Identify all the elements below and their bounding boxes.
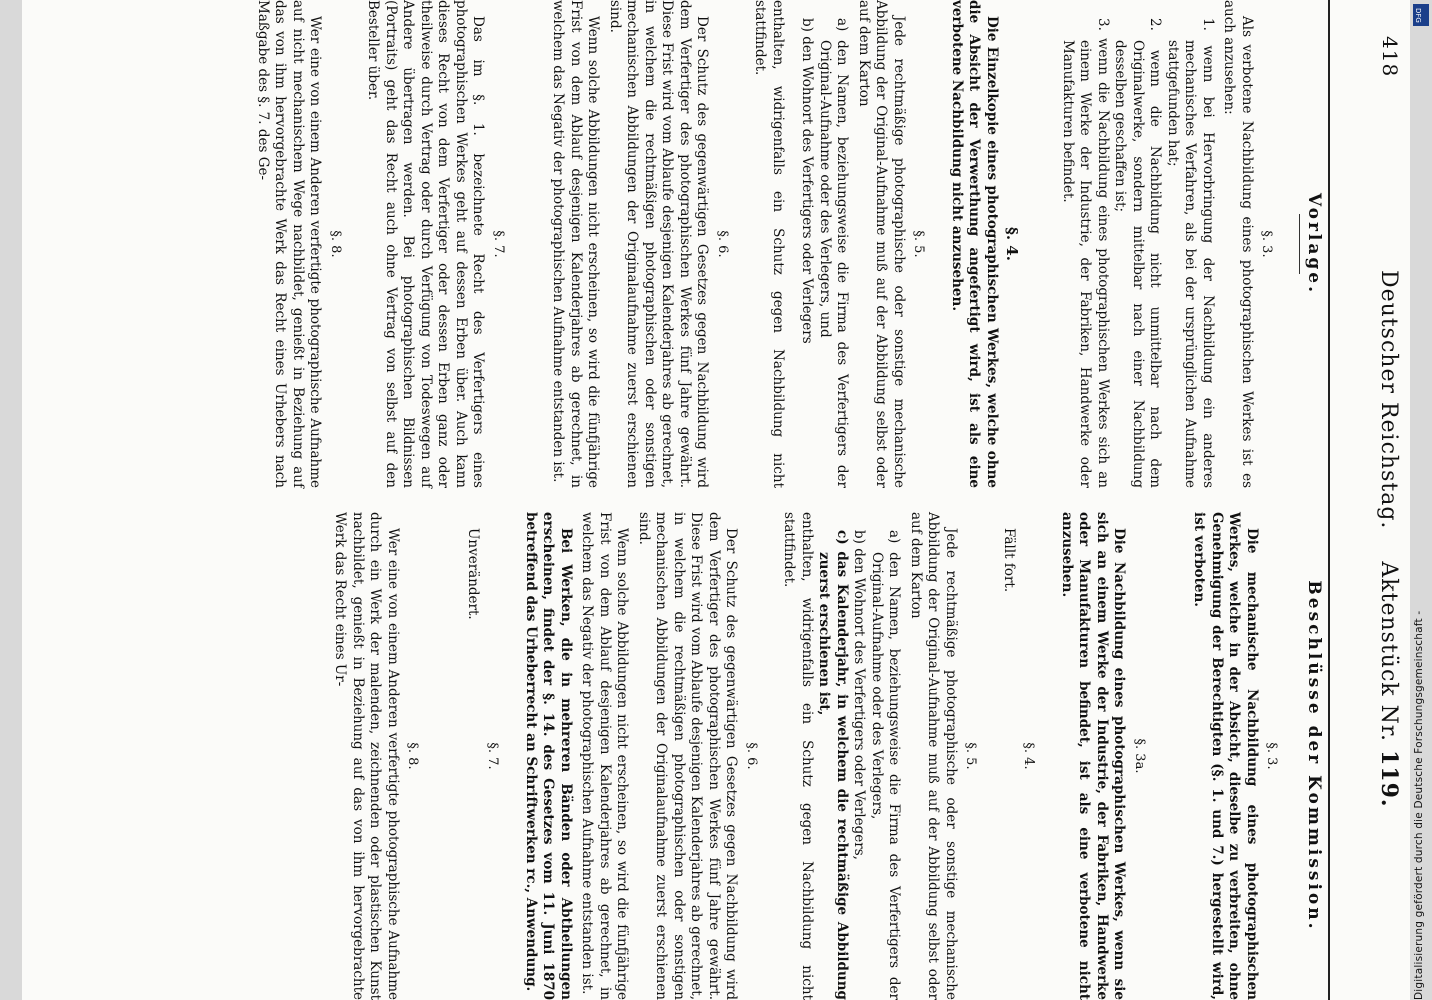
paragraph: Die mechanische Nachbildung eines photographischen Werkes, welche in der Absicht, dieselbe zu verbreiten, ohne Genehmigung der Berechtigten (§. 1. und 7.) hergestellt wird, ist verboten. xyxy=(1191,512,1260,1000)
paragraph: Jede rechtmäßige photographische oder sonstige mechanische Abbildung der Original-Aufnahme muß auf der Abbildung selbst oder auf dem Karton xyxy=(856,0,907,488)
section-head: §. 7. xyxy=(491,230,506,258)
paragraph: Unverändert. xyxy=(465,528,481,620)
section-head: §. 3. xyxy=(1264,742,1280,770)
list-item: a) den Namen, beziehungsweise die Firma des Verfertigers der Original-Aufnahme oder des Verlegers, xyxy=(869,530,903,1000)
list-item: 3. wenn die Nachbildung eines photographischen Werkes sich an einem Werke der Industrie, der Fabriken, Handwerke oder Manufakturen befindet. xyxy=(1060,18,1111,488)
page-content xyxy=(22,0,1410,1000)
left-column xyxy=(250,0,1329,488)
section-head: §. 5. xyxy=(911,230,927,258)
left-heading: Vorlage. xyxy=(1300,0,1323,488)
list-item: c) das Kalenderjahr, in welchem die rechtmäßige Abbildung zuerst erschienen ist, xyxy=(816,530,850,1000)
paragraph: Jede rechtmäßige photographische oder sonstige mechanische Abbildung der Original-Aufnahme muß auf der Abbildung selbst oder auf dem Karton xyxy=(908,512,959,1000)
section-head: §. 8. xyxy=(405,742,421,770)
section-head: §. 4. xyxy=(1003,227,1022,261)
paragraph: enthalten, widrigenfalls ein Schutz gegen Nachbildung nicht stattfindet. xyxy=(781,512,815,1000)
list-item: 1. wenn bei Hervorbringung der Nachbildung ein anderes mechanisches Verfahren, als bei der ursprünglichen Aufnahme stattgefunden hat; xyxy=(1165,18,1216,488)
document-label: Aktenstück Nr. xyxy=(1376,561,1401,742)
paragraph: Wenn solche Abbildungen nicht erscheinen, so wird die fünfjährige Frist von dem Ablauf desjenigen Kalenderjahres ab gerechnet, in welchem das Negativ der photographischen Aufnahme entstanden ist. xyxy=(550,0,602,488)
title-text: Deutscher Reichstag. xyxy=(1376,270,1401,530)
paragraph: enthalten, widrigenfalls ein Schutz gegen Nachbildung nicht stattfindet. xyxy=(752,0,786,488)
section-head: §. 5. xyxy=(963,742,979,770)
list-item: b) den Wohnort des Verfertigers oder Verlegers, xyxy=(851,530,868,860)
list-item: b) den Wohnort des Verfertigers oder Verlegers xyxy=(799,18,816,344)
document-number: 119. xyxy=(1376,749,1402,808)
section-head: §. 6. xyxy=(744,742,759,770)
section-head: §. 4. xyxy=(1021,742,1037,770)
right-column xyxy=(327,512,1328,1000)
page-title xyxy=(1376,270,1402,808)
section-head: §. 8. xyxy=(328,230,343,258)
list-item: 2. wenn die Nachbildung nicht unmittelbar nach dem Originalwerke, sondern mittelbar nach einer Nachbildung desselben geschaffen ist; xyxy=(1112,18,1164,488)
paragraph: Wer eine von einem Anderen verfertigte photographische Aufnahme durch ein Werk der malenden, zeichnenden oder plastischen Kunst nachbildet, genießt in Beziehung auf das von ihm hervorgebrachte Werk das Recht eines Ur- xyxy=(332,512,401,1000)
section-head: §. 7. xyxy=(485,742,501,770)
page-number: 418 xyxy=(1378,36,1402,78)
section-head: §. 3a. xyxy=(1132,738,1147,774)
page-header xyxy=(1328,0,1410,1000)
paragraph: Der Schutz des gegenwärtigen Gesetzes gegen Nachbildung wird dem Verfertiger des photographischen Werkes fünf Jahre gewährt. Diese Frist wird vom Ablaufe desjenigen Kalenderjahres ab gerechnet, in welchem die rechtmäßigen photographischen oder sonstigen mechanischen Abbildungen der Originalaufnahme zuerst erschienen sind. xyxy=(636,512,740,1000)
paragraph: Wenn solche Abbildungen nicht erscheinen, so wird die fünfjährige Frist von dem Ablauf desjenigen Kalenderjahres ab gerechnet, in welchem das Negativ der photographischen Aufnahme entstanden ist. xyxy=(579,512,631,1000)
section-head: §. 3. xyxy=(1259,230,1275,258)
paragraph: Das im §. 1. bezeichnete Recht des Verfertigers eines photographischen Werkes geht auf dessen Erben über. Auch kann dieses Recht von dem Verfertiger oder dessen Erben ganz oder theilweise durch Vertrag oder durch Verfügung von Todeswegen auf Andere übertragen werden. Bei photographischen Bildnissen (Portraits) geht das Recht auch ohne Vertrag von selbst auf den Besteller über. xyxy=(365,0,487,488)
digitization-notice: Digitalisierung gefördert durch die Deutsche Forschungsgemeinschaft - xyxy=(1413,610,1425,1000)
paragraph: Der Schutz des gegenwärtigen Gesetzes gegen Nachbildung wird dem Verfertiger des photographischen Werkes fünf Jahre gewährt. Diese Frist wird vom Ablaufe desjenigen Kalenderjahres ab gerechnet, in welchem die rechtmäßigen photographischen oder sonstigen mechanischen Abbildungen der Originalaufnahme zuerst erschienen sind. xyxy=(607,0,711,488)
list-item: a) den Namen, beziehungsweise die Firma des Verfertigers der Original-Aufnahme oder des Verlegers, und xyxy=(817,18,851,488)
dfg-logo: DFG xyxy=(1413,4,1429,26)
paragraph: Bei Werken, die in mehreren Bänden oder Abtheilungen erscheinen, findet der §. 14. des Gesetzes vom 11. Juni 1870 betreffend das Urheberrecht an Schriftwerken rc., Anwendung. xyxy=(523,512,574,1000)
paragraph: Fällt fort. xyxy=(1001,528,1017,593)
right-heading: Beschlüsse der Kommission. xyxy=(1304,580,1324,932)
section-head: §. 6. xyxy=(715,230,730,258)
paragraph: Wer eine von einem Anderen verfertigte photographische Aufnahme auf nicht mechanischem Wege nachbildet, genießt in Beziehung auf das von ihm hervorgebrachte Werk das Recht eines Urhebers nach Maßgabe des §. 7. des Ge- xyxy=(255,0,324,488)
paragraph: Als verbotene Nachbildung eines photographischen Werkes ist es auch anzusehen: xyxy=(1221,0,1255,488)
paragraph: Die Nachbildung eines photographischen Werkes, wenn sie sich an einem Werke der Industrie, der Fabriken, Handwerke oder Manufakturen befindet, ist als eine verbotene nicht anzusehen. xyxy=(1059,512,1128,1000)
paragraph: Die Einzelkopie eines photographischen Werkes, welche ohne die Absicht der Verwerthung angefertigt wird, ist als eine verbotene Nachbildung nicht anzusehen. xyxy=(949,0,1000,488)
